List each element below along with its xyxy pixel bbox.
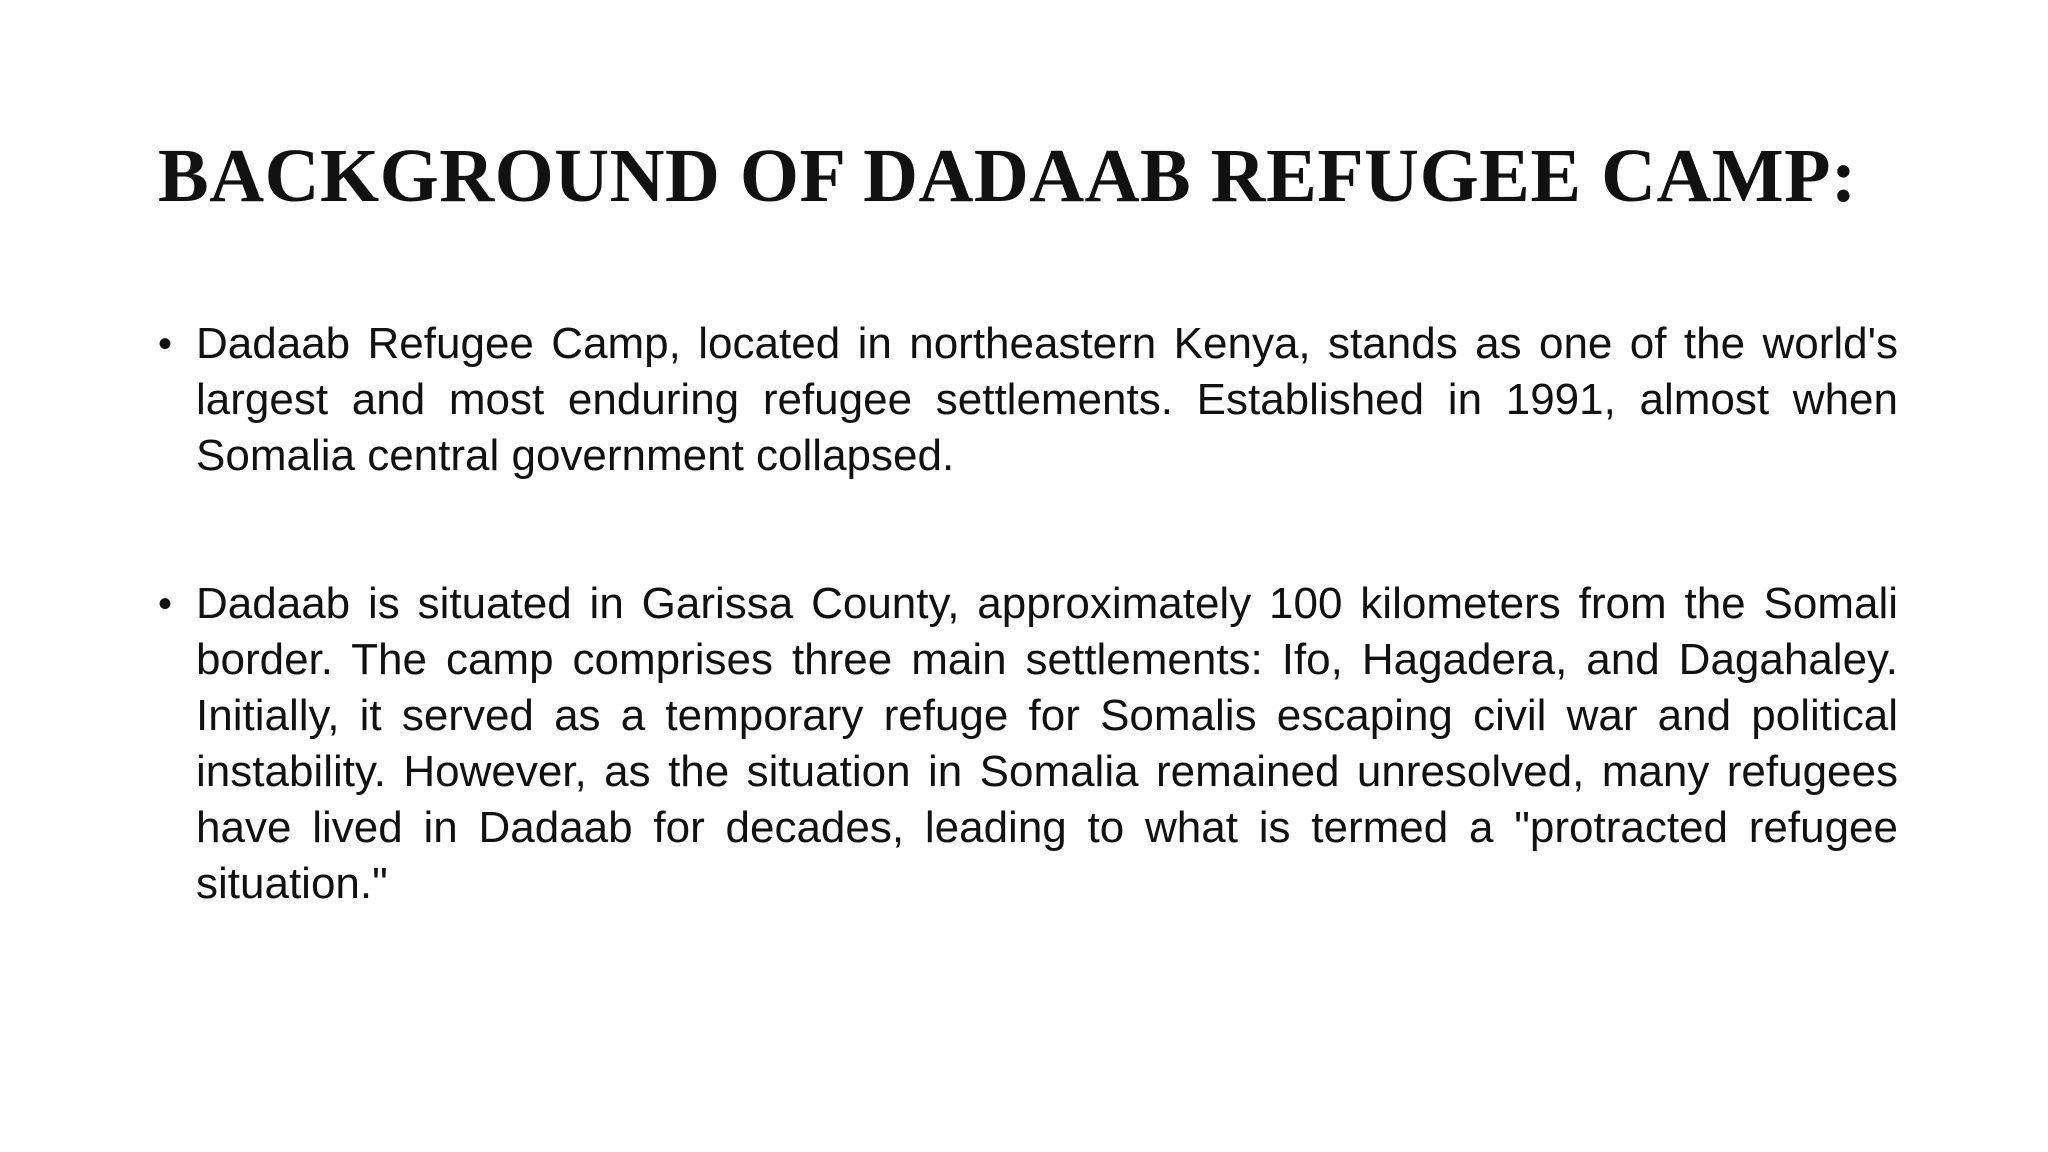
bullet-text: Dadaab is situated in Garissa County, approximately 100 kilometers from the Somali border. The camp comprises three main settlements: Ifo, Hagadera, and Dagahaley. Initially, it served as a temporary refuge for Somalis escaping civil war and political instability. However, as the situation in Somalia remained unresolved, many refugees have lived in Dadaab for decades, leading to what is termed a "protracted refugee situation." xyxy=(196,579,1898,908)
bullet-text: Dadaab Refugee Camp, located in northeastern Kenya, stands as one of the world's largest and most enduring refugee settlements. Established in 1991, almost when Somalia central government collapsed. xyxy=(196,319,1898,480)
slide-title: BACKGROUND OF DADAAB REFUGEE CAMP: xyxy=(158,134,1857,218)
bullet-icon: • xyxy=(158,322,173,366)
bullet-list xyxy=(158,316,1898,912)
bullet-item-location xyxy=(158,576,1898,912)
bullet-item-establishment xyxy=(158,316,1898,484)
bullet-icon: • xyxy=(158,582,173,626)
